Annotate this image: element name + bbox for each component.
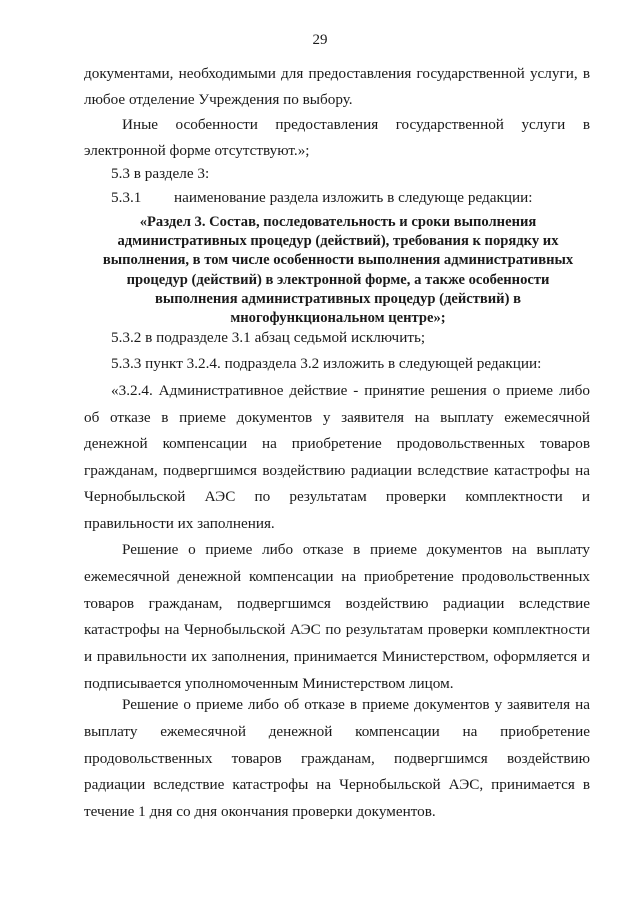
intro-line-2: любое отделение Учреждения по выбору.	[84, 91, 353, 108]
section-heading-line-2: административных процедур (действий), требования к порядку их	[117, 233, 559, 250]
page-number: 29	[312, 32, 328, 48]
section-heading-line-3: выполнения, в том числе особенности выполнения административных	[102, 252, 574, 269]
section-heading-line-1: «Раздел 3. Состав, последовательность и сроки выполнения	[139, 214, 537, 230]
section-heading-line-5: выполнения административных процедур (действий) в	[155, 290, 521, 307]
other-features-line-1: Иные особенности предоставления государственной услуги в	[122, 116, 590, 133]
item-5-3-1-text: наименование раздела изложить в следующе редакции:	[174, 189, 533, 206]
item-5-3: 5.3 в разделе 3:	[111, 165, 210, 182]
paragraph-3-2-4: «3.2.4. Административное действие - принятие решения о приеме либо об отказе в приеме документов у заявителя на выплату ежемесячной денежной компенсации на приобретение продовольственных товаров гражданам, подвергшимся воздействию радиации вследствие катастрофы на Чернобыльской АЭС по результатам проверки комплектности и правильности их заполнения.	[84, 382, 590, 532]
intro-line-1: документами, необходимыми для предоставления государственной услуги, в	[84, 65, 590, 82]
item-5-3-3: 5.3.3 пункт 3.2.4. подраздела 3.2 изложить в следующей редакции:	[111, 355, 542, 372]
other-features-line-2: электронной форме отсутствуют.»;	[84, 142, 310, 159]
section-heading	[94, 213, 582, 328]
section-heading-line-6: многофункциональном центре»;	[230, 310, 446, 327]
paragraph-decision-timing: Решение о приеме либо об отказе в приеме документов у заявителя на выплату ежемесячной денежной компенсации на приобретение продовольственных товаров гражданам, подвергшимся воздействию радиации вследствие катастрофы на Чернобыльской АЭС, принимается в течение 1 дня со дня окончания проверки документов.	[84, 696, 590, 821]
section-heading-line-4: процедур (действий) в электронной форме, а также особенности	[126, 271, 550, 288]
item-5-3-1-number: 5.3.1	[111, 189, 142, 206]
item-5-3-2: 5.3.2 в подразделе 3.1 абзац седьмой исключить;	[111, 329, 426, 346]
paragraph-decision: Решение о приеме либо отказе в приеме документов на выплату ежемесячной денежной компенсации на приобретение продовольственных товаров гражданам, подвергшимся воздействию радиации вследствие катастрофы на Чернобыльской АЭС по результатам проверки комплектности и правильности их заполнения, принимается Министерством, оформляется и подписывается уполномоченным Министерством лицом.	[84, 541, 590, 692]
